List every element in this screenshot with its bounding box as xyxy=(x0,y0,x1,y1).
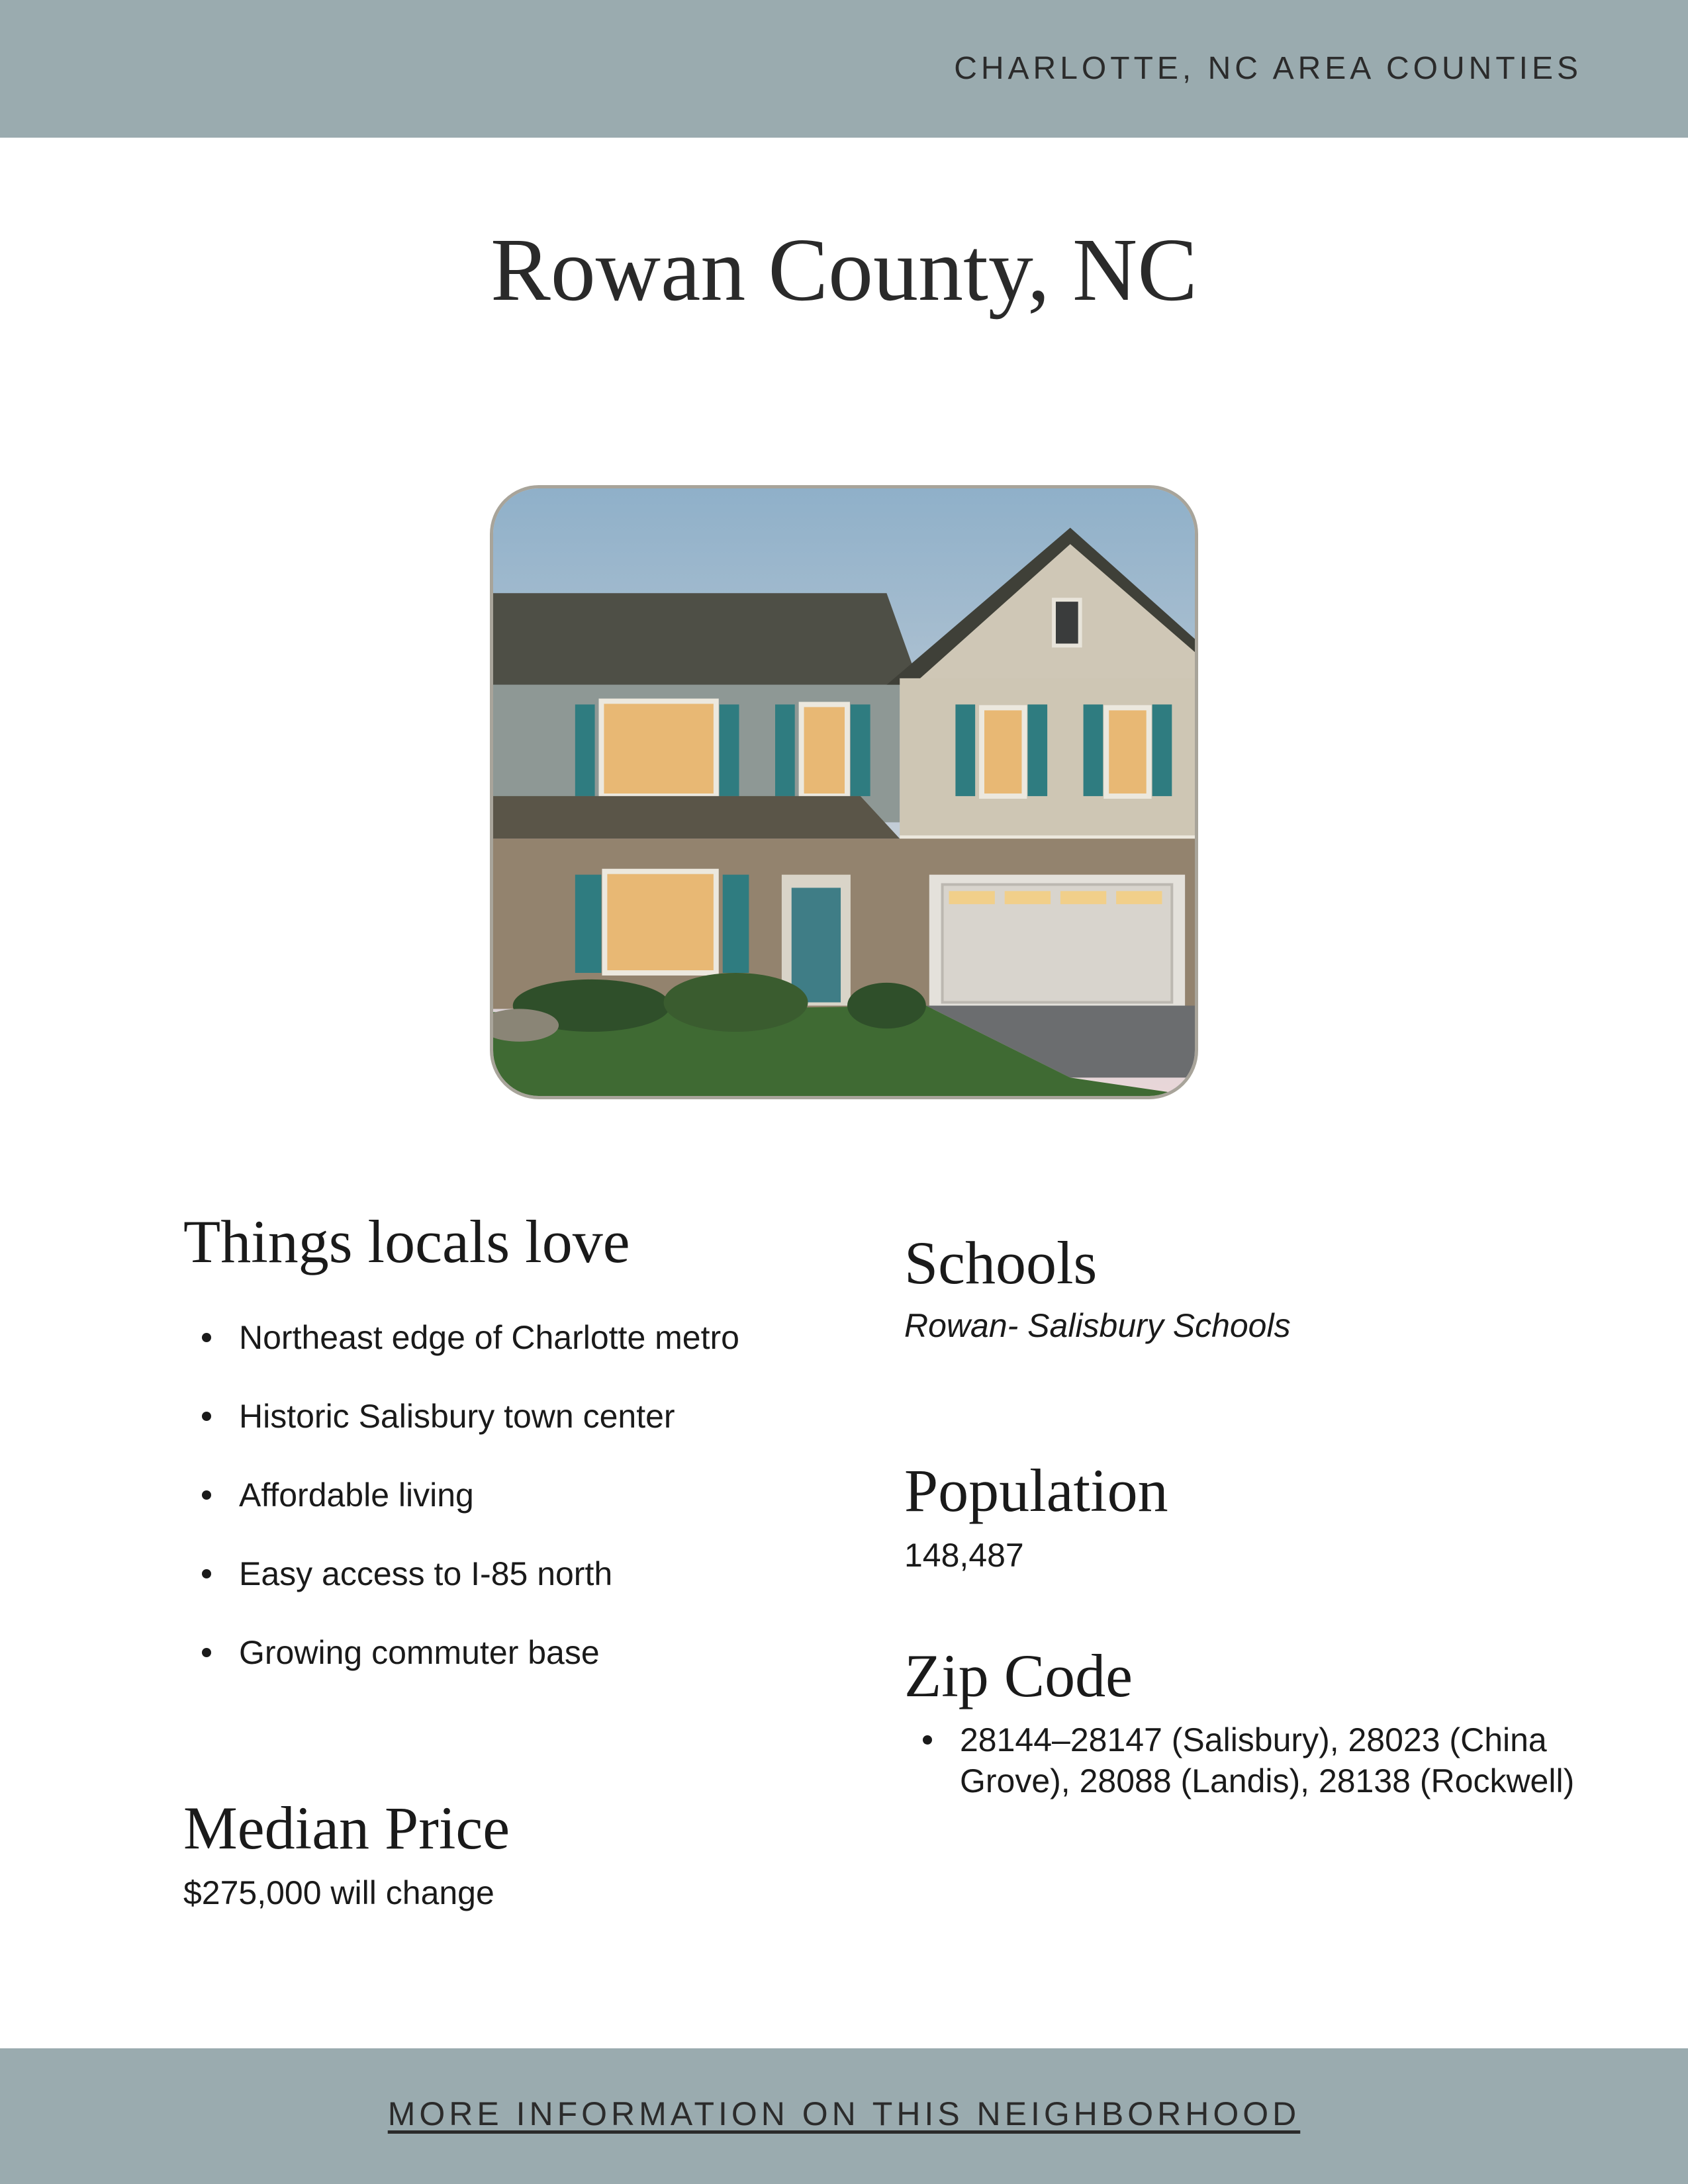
things-locals-love-heading: Things locals love xyxy=(183,1208,630,1275)
list-item: Growing commuter base xyxy=(183,1632,954,1673)
house-photo xyxy=(490,485,1198,1099)
median-price-value: $275,000 will change xyxy=(183,1874,494,1911)
page-title: Rowan County, NC xyxy=(491,220,1197,320)
population-value: 148,487 xyxy=(904,1537,1024,1574)
more-information-link[interactable]: MORE INFORMATION ON THIS NEIGHBORHOOD xyxy=(387,2095,1301,2132)
footer-band xyxy=(0,2048,1688,2184)
schools-value: Rowan- Salisbury Schools xyxy=(904,1307,1291,1344)
list-item: Northeast edge of Charlotte metro xyxy=(183,1317,954,1358)
list-item: Historic Salisbury town center xyxy=(183,1396,954,1437)
house-rendering-image xyxy=(493,488,1195,1096)
zip-code-heading: Zip Code xyxy=(904,1642,1133,1709)
locals-love-list xyxy=(183,1317,954,1711)
median-price-heading: Median Price xyxy=(183,1794,510,1862)
header-band xyxy=(0,0,1688,138)
list-item: Easy access to I-85 north xyxy=(183,1553,954,1594)
schools-heading: Schools xyxy=(904,1229,1098,1297)
list-item: 28144–28147 (Salisbury), 28023 (China Grove), 28088 (Landis), 28138 (Rockwell) xyxy=(904,1719,1662,1801)
header-eyebrow: CHARLOTTE, NC AREA COUNTIES xyxy=(954,51,1582,86)
population-heading: Population xyxy=(904,1457,1168,1524)
list-item: Affordable living xyxy=(183,1475,954,1516)
zip-code-list xyxy=(904,1719,1662,1801)
